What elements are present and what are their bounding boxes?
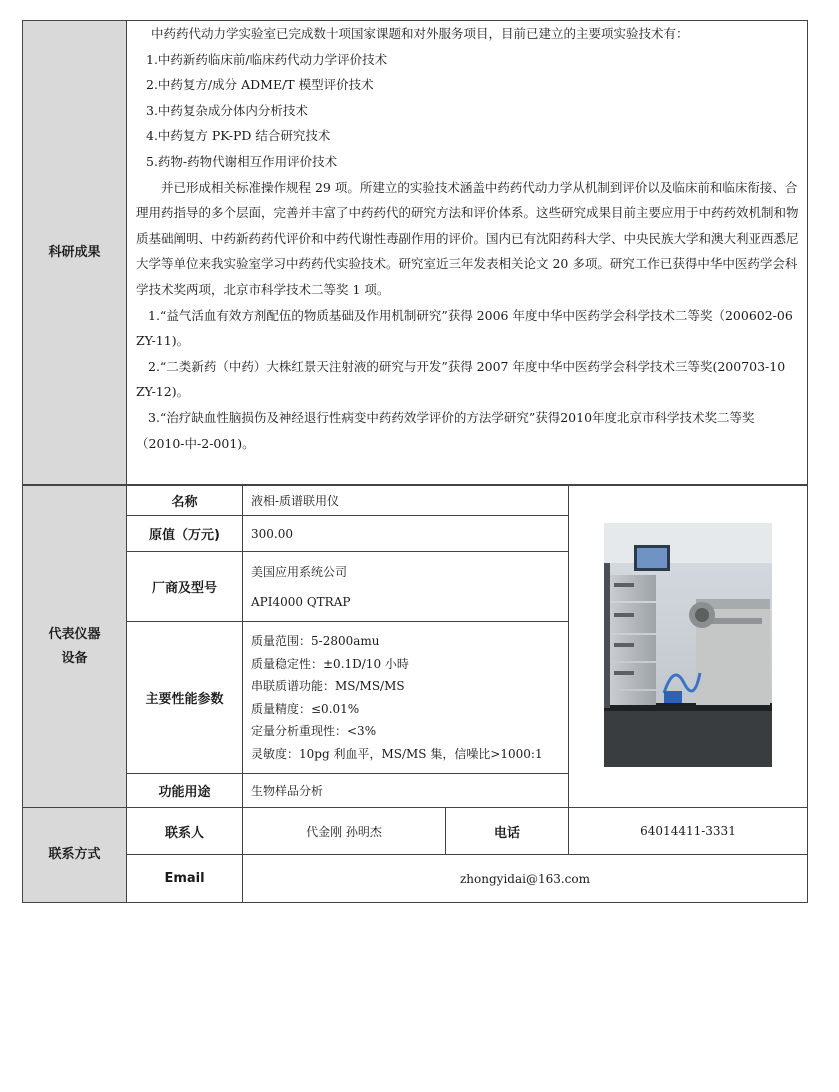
price-label: 原值（万元) xyxy=(127,516,243,552)
instrument-photo xyxy=(604,523,772,767)
name-value: 液相-质谱联用仪 xyxy=(243,486,569,516)
research-paragraph: 并已形成相关标准操作规程 29 项。所建立的实验技术涵盖中药药代动力学从机制到评价以及临床前和临床衔接、合理用药指导的多个层面，完善并丰富了中药药代的研究方法和评价体系。这些研究成果目前主要应用于中药药效机制和物质基础阐明、中药新药药代评价和中药代谢性毒副作用的评价。国内已有沈阳药科大学、中央民族大学和澳大利亚西悉尼大学等单位来我实验室学习中药药代实验技术。研究室近三年发表相关论文 20 多项。研究工作已获得中华中医药学会科学技术奖两项，北京市科学技术二等奖 1 项。 xyxy=(136,179,799,297)
instrument-label xyxy=(23,486,127,808)
params-list xyxy=(243,622,569,774)
param-item: 质量稳定性：±0.1D/10 小時 xyxy=(251,656,409,671)
technique-item: 3.中药复杂成分体内分析技术 xyxy=(146,102,308,118)
technique-item: 2.中药复方/成分 ADME/T 模型评价技术 xyxy=(146,77,374,93)
param-item: 串联质谱功能：MS/MS/MS xyxy=(251,679,405,693)
research-label: 科研成果 xyxy=(23,21,127,485)
price-value: 300.00 xyxy=(243,516,569,552)
research-section xyxy=(22,20,808,485)
instrument-label-line1: 代表仪器 xyxy=(48,626,101,642)
award-item: 3.“治疗缺血性脑损伤及神经退行性病变中药药效学评价的方法学研究”获得2010年度北京市科学技术奖二等奖（2010-中-2-001)。 xyxy=(136,409,755,451)
model-value: API4000 QTRAP xyxy=(251,594,351,609)
param-item: 灵敏度：10pg 利血平，MS/MS 集，信噪比>1000:1 xyxy=(251,746,543,761)
person-value: 代金刚 孙明杰 xyxy=(243,808,446,855)
name-label: 名称 xyxy=(127,486,243,516)
instrument-label-line2: 设备 xyxy=(61,650,88,666)
maker-cell xyxy=(243,552,569,622)
instrument-section xyxy=(22,485,808,808)
technique-item: 1.中药新药临床前/临床药代动力学评价技术 xyxy=(146,51,388,67)
use-label: 功能用途 xyxy=(127,774,243,808)
person-label: 联系人 xyxy=(127,808,243,855)
param-item: 定量分析重现性：<3% xyxy=(251,724,377,738)
research-content xyxy=(127,21,808,485)
param-item: 质量范围：5-2800amu xyxy=(251,634,380,648)
phone-label: 电话 xyxy=(446,808,569,855)
use-value: 生物样品分析 xyxy=(243,774,569,808)
phone-value: 64014411-3331 xyxy=(569,808,808,855)
email-label: Email xyxy=(127,855,243,903)
award-item: 1.“益气活血有效方剂配伍的物质基础及作用机制研究”获得 2006 年度中华中医药学会科学技术二等奖（200602-06 ZY-11)。 xyxy=(136,307,806,349)
param-item: 质量精度：≤0.01% xyxy=(251,701,360,716)
technique-item: 5.药物-药物代谢相互作用评价技术 xyxy=(146,153,338,169)
technique-item: 4.中药复方 PK-PD 结合研究技术 xyxy=(146,128,331,144)
maker-value: 美国应用系统公司 xyxy=(251,564,348,579)
params-label: 主要性能参数 xyxy=(127,622,243,774)
research-intro: 中药药代动力学实验室已完成数十项国家课题和对外服务项目，目前已建立的主要项实验技术有： xyxy=(151,26,689,41)
award-item: 2.“二类新药（中药）大株红景天注射液的研究与开发”获得 2007 年度中华中医药学会科学技术三等奖(200703-10 ZY-12)。 xyxy=(136,358,786,400)
email-value: zhongyidai@163.com xyxy=(243,855,808,903)
contact-label: 联系方式 xyxy=(23,808,127,903)
instrument-photo-cell xyxy=(569,486,808,808)
contact-section xyxy=(22,807,808,903)
maker-label: 厂商及型号 xyxy=(127,552,243,622)
